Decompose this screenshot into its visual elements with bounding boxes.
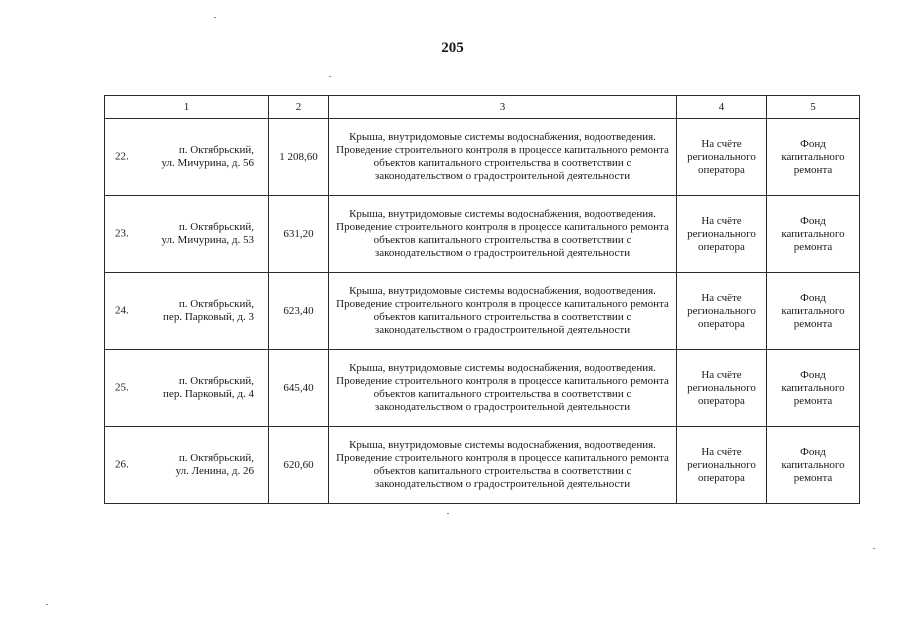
header-col-1: 1: [105, 96, 269, 119]
fund-cell: Фонд капитального ремонта: [767, 119, 860, 196]
repair-table: [104, 95, 860, 504]
account-cell: На счёте регионального оператора: [677, 273, 767, 350]
row-number: 26.: [115, 458, 129, 471]
address-line-2: ул. Мичурина, д. 56: [161, 157, 254, 169]
scan-speck: [46, 604, 48, 605]
works-cell: Крыша, внутридомовые системы водоснабжения, водоотведения. Проведение строительного контроля в процессе капитального ремонта объектов капитального строительства в соответствии с законодательством о градостроительной деятельности: [329, 273, 677, 350]
address-line-2: пер. Парковый, д. 3: [163, 311, 254, 323]
address-cell: [105, 119, 269, 196]
area-cell: 631,20: [269, 196, 329, 273]
header-col-4: 4: [677, 96, 767, 119]
header-row: [105, 96, 860, 119]
header-col-2: 2: [269, 96, 329, 119]
fund-cell: Фонд капитального ремонта: [767, 273, 860, 350]
table-row: [105, 273, 860, 350]
table-row: [105, 119, 860, 196]
account-cell: На счёте регионального оператора: [677, 196, 767, 273]
works-cell: Крыша, внутридомовые системы водоснабжения, водоотведения. Проведение строительного контроля в процессе капитального ремонта объектов капитального строительства в соответствии с законодательством о градостроительной деятельности: [329, 196, 677, 273]
address-line-1: п. Октябрьский,: [178, 221, 254, 233]
works-cell: Крыша, внутридомовые системы водоснабжения, водоотведения. Проведение строительного контроля в процессе капитального ремонта объектов капитального строительства в соответствии с законодательством о градостроительной деятельности: [329, 119, 677, 196]
fund-cell: Фонд капитального ремонта: [767, 196, 860, 273]
account-cell: На счёте регионального оператора: [677, 350, 767, 427]
address-cell: [105, 273, 269, 350]
row-number: 22.: [115, 150, 129, 163]
page-number: 205: [441, 40, 464, 56]
address-cell: [105, 196, 269, 273]
header-col-5: 5: [767, 96, 860, 119]
address-line-1: п. Октябрьский,: [178, 452, 254, 464]
account-cell: На счёте регионального оператора: [677, 119, 767, 196]
account-cell: На счёте регионального оператора: [677, 427, 767, 504]
scan-speck: [329, 76, 331, 77]
fund-cell: Фонд капитального ремонта: [767, 427, 860, 504]
table-row: [105, 196, 860, 273]
area-cell: 620,60: [269, 427, 329, 504]
table-row: [105, 427, 860, 504]
scan-speck: [447, 513, 449, 514]
scan-speck: [214, 17, 216, 18]
table-row: [105, 350, 860, 427]
address-cell: [105, 427, 269, 504]
address-line-1: п. Октябрьский,: [178, 144, 254, 156]
address-line-1: п. Октябрьский,: [178, 298, 254, 310]
address-line-2: ул. Мичурина, д. 53: [161, 234, 254, 246]
scan-speck: [873, 548, 875, 549]
row-number: 23.: [115, 227, 129, 240]
header-col-3: 3: [329, 96, 677, 119]
address-line-2: пер. Парковый, д. 4: [163, 388, 254, 400]
address-line-2: ул. Ленина, д. 26: [175, 465, 254, 477]
address-cell: [105, 350, 269, 427]
row-number: 24.: [115, 304, 129, 317]
row-number: 25.: [115, 381, 129, 394]
works-cell: Крыша, внутридомовые системы водоснабжения, водоотведения. Проведение строительного контроля в процессе капитального ремонта объектов капитального строительства в соответствии с законодательством о градостроительной деятельности: [329, 427, 677, 504]
fund-cell: Фонд капитального ремонта: [767, 350, 860, 427]
area-cell: 623,40: [269, 273, 329, 350]
address-line-1: п. Октябрьский,: [178, 375, 254, 387]
area-cell: 1 208,60: [269, 119, 329, 196]
area-cell: 645,40: [269, 350, 329, 427]
works-cell: Крыша, внутридомовые системы водоснабжения, водоотведения. Проведение строительного контроля в процессе капитального ремонта объектов капитального строительства в соответствии с законодательством о градостроительной деятельности: [329, 350, 677, 427]
